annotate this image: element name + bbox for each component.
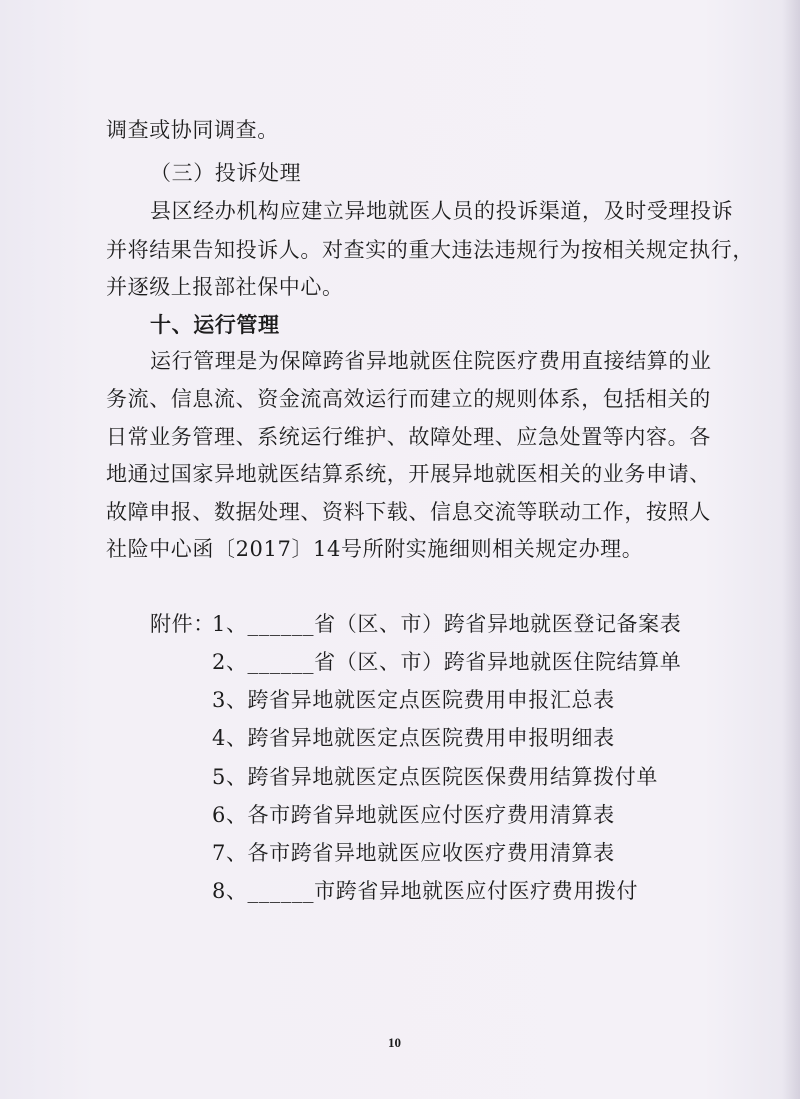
attachment-item-2: 2、______省（区、市）跨省异地就医住院结算单 xyxy=(212,650,682,674)
attachment-item-5: 5、跨省异地就医定点医院医保费用结算拨付单 xyxy=(212,765,658,789)
attachments-label: 附件： xyxy=(150,612,215,636)
section-heading-complaints: （三）投诉处理 xyxy=(150,161,302,185)
text-line-12: 社险中心函〔2017〕14号所附实施细则相关规定办理。 xyxy=(106,537,644,561)
attachment-item-7: 7、各市跨省异地就医应收医疗费用清算表 xyxy=(212,841,615,865)
text-line-8: 务流、信息流、资金流高效运行而建立的规则体系，包括相关的 xyxy=(106,387,711,411)
text-line-11: 故障申报、数据处理、资料下载、信息交流等联动工作，按照人 xyxy=(106,500,711,524)
text-line-10: 地通过国家异地就医结算系统，开展异地就医相关的业务申请、 xyxy=(106,462,711,486)
text-line-1: 调查或协同调查。 xyxy=(106,118,279,142)
text-line-5: 并逐级上报部社保中心。 xyxy=(106,275,344,299)
text-line-9: 日常业务管理、系统运行维护、故障处理、应急处置等内容。各 xyxy=(106,425,711,449)
attachment-item-4: 4、跨省异地就医定点医院费用申报明细表 xyxy=(212,726,615,750)
text-line-4: 并将结果告知投诉人。对查实的重大违法违规行为按相关规定执行， xyxy=(106,238,754,262)
attachment-item-3: 3、跨省异地就医定点医院费用申报汇总表 xyxy=(212,688,615,712)
attachment-item-1: 1、______省（区、市）跨省异地就医登记备案表 xyxy=(212,612,682,636)
text-line-7: 运行管理是为保障跨省异地就医住院医疗费用直接结算的业 xyxy=(150,349,712,373)
text-line-3: 县区经办机构应建立异地就医人员的投诉渠道，及时受理投诉 xyxy=(150,199,734,223)
attachment-item-6: 6、各市跨省异地就医应付医疗费用清算表 xyxy=(212,803,615,827)
page-edge-shadow xyxy=(782,0,800,1099)
attachment-item-8: 8、______市跨省异地就医应付医疗费用拨付 xyxy=(212,879,639,903)
page-number: 10 xyxy=(388,1035,401,1050)
section-heading-operations: 十、运行管理 xyxy=(150,312,280,337)
